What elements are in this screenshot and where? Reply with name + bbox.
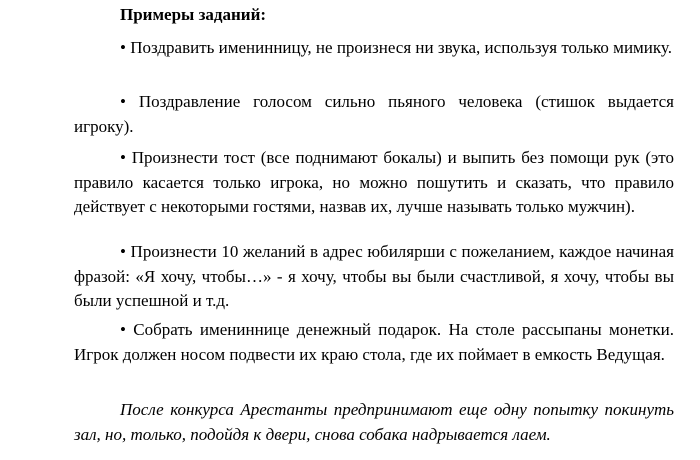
closing-paragraph: После конкурса Арестанты предпринимают еще одну попытку покинуть зал, но, только, подойдя к двери, снова собака надрывается лаем. bbox=[74, 400, 674, 444]
task-paragraph-1: • Поздравить именинницу, не произнеся ни звука, используя только мимику. bbox=[120, 38, 672, 57]
task-paragraph-5: • Собрать имениннице денежный подарок. На столе рассыпаны монетки. Игрок должен носом подвести их краю стола, где их поймает в емкость Ведущая. bbox=[74, 320, 674, 364]
task-paragraph-2: • Поздравление голосом сильно пьяного человека (стишок выдается игроку). bbox=[74, 92, 674, 136]
section-heading: Примеры заданий: bbox=[120, 5, 267, 24]
task-paragraph-4: • Произнести 10 желаний в адрес юбилярши с пожеланием, каждое начиная фразой: «Я хочу, чтобы…» - я хочу, чтобы вы были счастливой, я хочу, чтобы вы были успешной и т.д. bbox=[74, 242, 674, 310]
task-paragraph-3: • Произнести тост (все поднимают бокалы) и выпить без помощи рук (это правило касается только игрока, но можно пошутить и сказать, что правило действует с некоторыми гостями, назвав их, лучше называть только мужчин). bbox=[74, 148, 674, 216]
